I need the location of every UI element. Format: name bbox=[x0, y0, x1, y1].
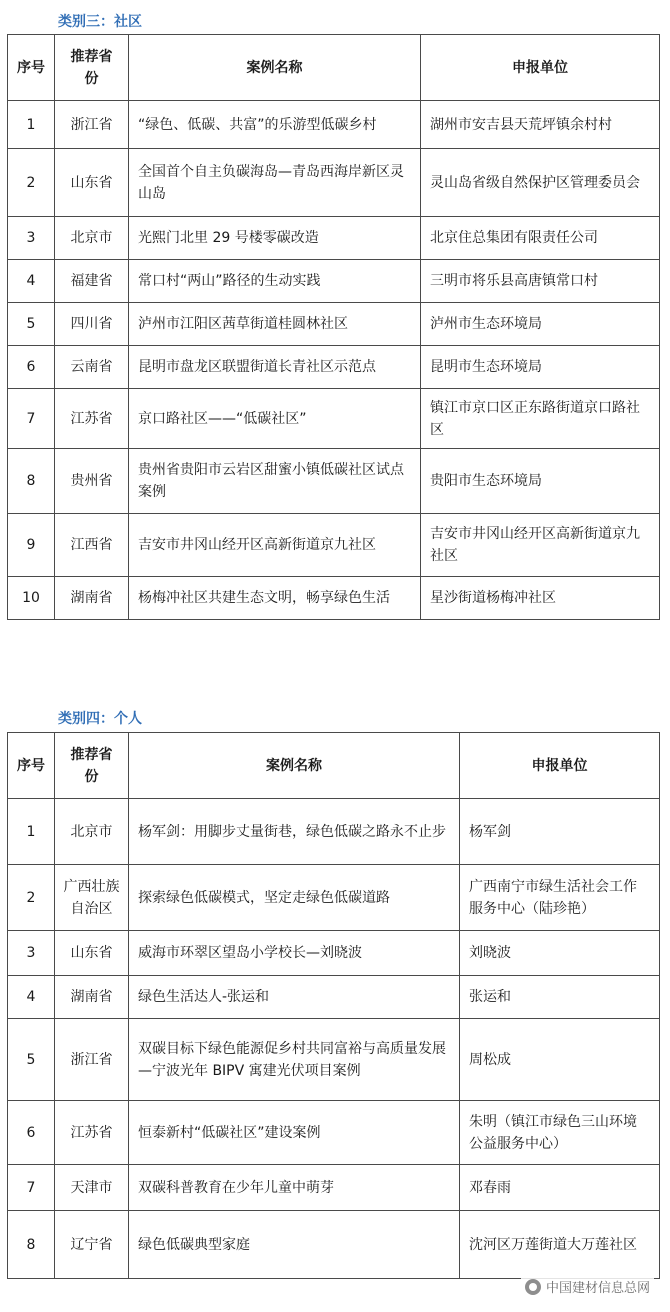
table-cell: 杨军剑 bbox=[460, 799, 660, 865]
table-cell: 湖南省 bbox=[55, 976, 129, 1019]
table-row bbox=[8, 449, 660, 514]
table-row bbox=[8, 217, 660, 260]
table-cell: 朱明（镇江市绿色三山环境公益服务中心） bbox=[460, 1101, 660, 1165]
table-cell: 8 bbox=[8, 1211, 55, 1279]
table-cell: 2 bbox=[8, 865, 55, 931]
watermark-text: 中国建材信息总网 bbox=[545, 1281, 650, 1296]
column-header: 推荐省份 bbox=[55, 733, 129, 799]
table-cell: 福建省 bbox=[55, 260, 129, 303]
table-cell: 威海市环翠区望岛小学校长—刘晓波 bbox=[129, 931, 460, 976]
table-cell: 张运和 bbox=[460, 976, 660, 1019]
table-row bbox=[8, 1211, 660, 1279]
section4-title: 类别四：个人 bbox=[58, 711, 142, 727]
table-row bbox=[8, 1165, 660, 1211]
table-cell: 刘晓波 bbox=[460, 931, 660, 976]
column-header: 案例名称 bbox=[129, 733, 460, 799]
wechat-icon bbox=[525, 1279, 541, 1295]
table-cell: 贵州省 bbox=[55, 449, 129, 514]
table-cell: 常口村“两山”路径的生动实践 bbox=[129, 260, 421, 303]
table-cell: 京口路社区——“低碳社区” bbox=[129, 389, 421, 449]
table-cell: 双碳科普教育在少年儿童中萌芽 bbox=[129, 1165, 460, 1211]
table-cell: 北京住总集团有限责任公司 bbox=[421, 217, 660, 260]
table-cell: 灵山岛省级自然保护区管理委员会 bbox=[421, 149, 660, 217]
table-cell: 邓春雨 bbox=[460, 1165, 660, 1211]
table-cell: “绿色、低碳、共富”的乐游型低碳乡村 bbox=[129, 101, 421, 149]
table-cell: 贵阳市生态环境局 bbox=[421, 449, 660, 514]
column-header: 申报单位 bbox=[421, 35, 660, 101]
table-cell: 吉安市井冈山经开区高新街道京九社区 bbox=[421, 514, 660, 577]
table-cell: 吉安市井冈山经开区高新街道京九社区 bbox=[129, 514, 421, 577]
table-cell: 昆明市盘龙区联盟街道长青社区示范点 bbox=[129, 346, 421, 389]
table-cell: 全国首个自主负碳海岛—青岛西海岸新区灵山岛 bbox=[129, 149, 421, 217]
table-cell: 8 bbox=[8, 449, 55, 514]
table-row bbox=[8, 260, 660, 303]
table-cell: 3 bbox=[8, 931, 55, 976]
table-cell: 湖州市安吉县天荒坪镇余村村 bbox=[421, 101, 660, 149]
watermark bbox=[521, 1275, 654, 1298]
table-row bbox=[8, 514, 660, 577]
table-cell: 昆明市生态环境局 bbox=[421, 346, 660, 389]
column-header: 申报单位 bbox=[460, 733, 660, 799]
table-cell: 湖南省 bbox=[55, 577, 129, 620]
table-cell: 光熙门北里 29 号楼零碳改造 bbox=[129, 217, 421, 260]
table-cell: 贵州省贵阳市云岩区甜蜜小镇低碳社区试点案例 bbox=[129, 449, 421, 514]
table-cell: 三明市将乐县高唐镇常口村 bbox=[421, 260, 660, 303]
table-cell: 镇江市京口区正东路街道京口路社区 bbox=[421, 389, 660, 449]
table-cell: 5 bbox=[8, 303, 55, 346]
table-cell: 4 bbox=[8, 260, 55, 303]
table-cell: 双碳目标下绿色能源促乡村共同富裕与高质量发展—宁波光年 BIPV 寓建光伏项目案例 bbox=[129, 1019, 460, 1101]
table-cell: 4 bbox=[8, 976, 55, 1019]
table-cell: 山东省 bbox=[55, 931, 129, 976]
table-cell: 杨梅冲社区共建生态文明，畅享绿色生活 bbox=[129, 577, 421, 620]
table-row bbox=[8, 101, 660, 149]
table-cell: 广西南宁市绿生活社会工作服务中心（陆珍艳） bbox=[460, 865, 660, 931]
table-cell: 恒泰新村“低碳社区”建设案例 bbox=[129, 1101, 460, 1165]
table-cell: 北京市 bbox=[55, 799, 129, 865]
table-cell: 10 bbox=[8, 577, 55, 620]
table-cell: 辽宁省 bbox=[55, 1211, 129, 1279]
table-row bbox=[8, 389, 660, 449]
column-header: 案例名称 bbox=[129, 35, 421, 101]
table-cell: 江苏省 bbox=[55, 1101, 129, 1165]
table-cell: 绿色生活达人-张运和 bbox=[129, 976, 460, 1019]
section3-table bbox=[7, 34, 660, 620]
section3-title: 类别三：社区 bbox=[58, 14, 142, 30]
table-cell: 泸州市生态环境局 bbox=[421, 303, 660, 346]
table-cell: 1 bbox=[8, 799, 55, 865]
table-cell: 泸州市江阳区茜草街道桂圆林社区 bbox=[129, 303, 421, 346]
table-cell: 四川省 bbox=[55, 303, 129, 346]
table-cell: 周松成 bbox=[460, 1019, 660, 1101]
table-cell: 江苏省 bbox=[55, 389, 129, 449]
table-cell: 杨军剑：用脚步丈量街巷，绿色低碳之路永不止步 bbox=[129, 799, 460, 865]
table-row bbox=[8, 577, 660, 620]
table-row bbox=[8, 799, 660, 865]
table-row bbox=[8, 303, 660, 346]
table-cell: 5 bbox=[8, 1019, 55, 1101]
table-row bbox=[8, 1019, 660, 1101]
table-cell: 6 bbox=[8, 346, 55, 389]
table-cell: 山东省 bbox=[55, 149, 129, 217]
column-header: 序号 bbox=[8, 35, 55, 101]
table-cell: 沈河区万莲街道大万莲社区 bbox=[460, 1211, 660, 1279]
table-row bbox=[8, 865, 660, 931]
table-cell: 云南省 bbox=[55, 346, 129, 389]
table-cell: 9 bbox=[8, 514, 55, 577]
column-header: 推荐省份 bbox=[55, 35, 129, 101]
table-cell: 绿色低碳典型家庭 bbox=[129, 1211, 460, 1279]
table-row bbox=[8, 1101, 660, 1165]
table-cell: 星沙街道杨梅冲社区 bbox=[421, 577, 660, 620]
table-cell: 探索绿色低碳模式，坚定走绿色低碳道路 bbox=[129, 865, 460, 931]
table-cell: 江西省 bbox=[55, 514, 129, 577]
column-header: 序号 bbox=[8, 733, 55, 799]
table-cell: 天津市 bbox=[55, 1165, 129, 1211]
table-cell: 3 bbox=[8, 217, 55, 260]
table-cell: 1 bbox=[8, 101, 55, 149]
table-cell: 7 bbox=[8, 1165, 55, 1211]
table-cell: 7 bbox=[8, 389, 55, 449]
table-row bbox=[8, 976, 660, 1019]
table-cell: 浙江省 bbox=[55, 101, 129, 149]
table-row bbox=[8, 346, 660, 389]
table-cell: 浙江省 bbox=[55, 1019, 129, 1101]
table-cell: 2 bbox=[8, 149, 55, 217]
table-cell: 广西壮族自治区 bbox=[55, 865, 129, 931]
table-cell: 6 bbox=[8, 1101, 55, 1165]
table-cell: 北京市 bbox=[55, 217, 129, 260]
table-row bbox=[8, 149, 660, 217]
section4-table bbox=[7, 732, 660, 1279]
table-row bbox=[8, 931, 660, 976]
